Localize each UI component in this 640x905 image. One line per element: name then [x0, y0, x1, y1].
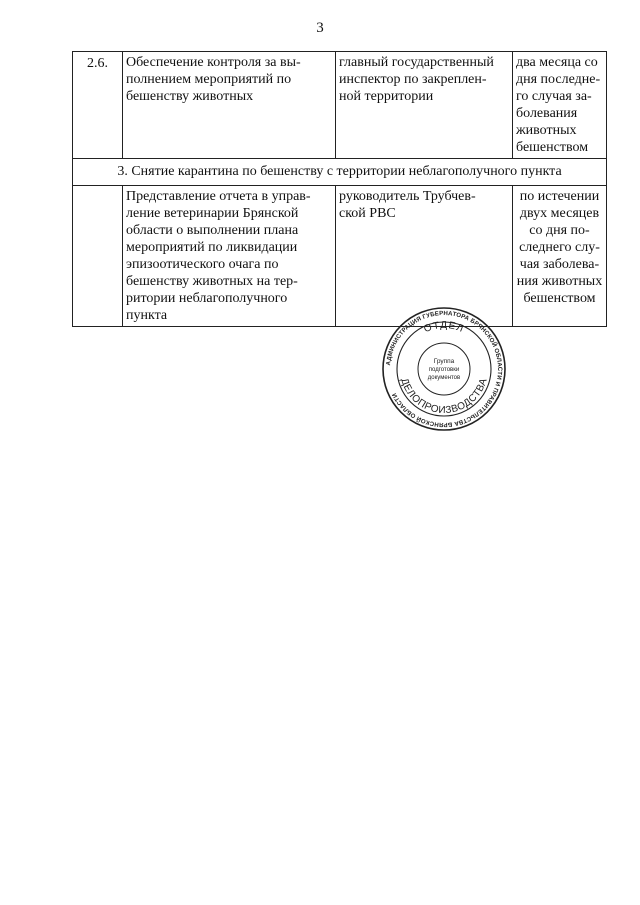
responsible-cell: главный государственный инспектор по закреплен- ной территории — [336, 52, 513, 159]
deadline-cell: по истечении двух месяцев со дня по- следнего слу- чая заболева- ния животных бешенством — [513, 186, 607, 327]
section-heading: 3. Снятие карантина по бешенству с территории неблагополучного пункта — [73, 159, 607, 186]
stamp-center-line: документов — [427, 375, 461, 381]
office-stamp — [381, 306, 507, 432]
stamp-center-line: подготовки — [428, 367, 460, 373]
stamp-arc-top: ОТДЕЛ — [422, 319, 466, 336]
deadline-cell: два месяца со дня последне- го случая за- болевания животных бешенством — [513, 52, 607, 159]
stamp-outer-text: АДМИНИСТРАЦИЯ ГУБЕРНАТОРА БРЯНСКОЙ ОБЛАСТИ И ПРАВИТЕЛЬСТВА БРЯНСКОЙ ОБЛАСТИ — [385, 309, 503, 429]
page-number: 3 — [316, 20, 324, 36]
item-number — [73, 186, 123, 327]
stamp-arc-bottom: ДЕЛОПРОИЗВОДСТВА — [398, 376, 490, 417]
item-number: 2.6. — [73, 52, 123, 159]
table-row — [73, 186, 607, 327]
activities-table — [72, 51, 607, 327]
responsible-cell: руководитель Трубчев- ской РВС — [336, 186, 513, 327]
activity-cell: Обеспечение контроля за вы- полнением мероприятий по бешенству животных — [123, 52, 336, 159]
activity-cell: Представление отчета в управ- ление ветеринарии Брянской области о выполнении плана мероприятий по ликвидации эпизоотического очага по бешенству животных на тер- ритории неблагополучного пункта — [123, 186, 336, 327]
svg-text:ОТДЕЛ — [422, 320, 465, 335]
section-row — [73, 159, 607, 186]
table-row — [73, 52, 607, 159]
stamp-center-line: Группа — [433, 358, 455, 365]
